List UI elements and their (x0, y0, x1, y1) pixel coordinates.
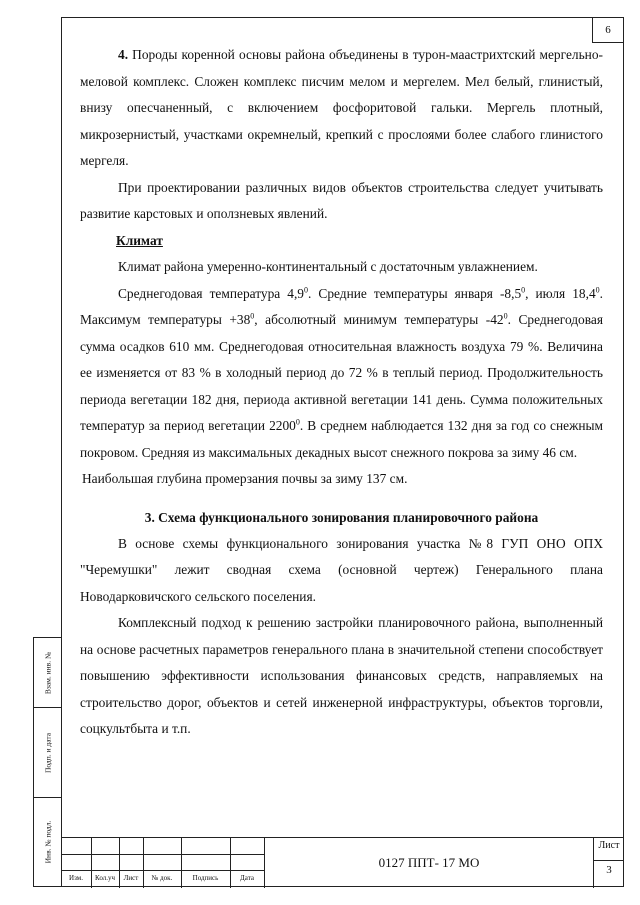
paragraph-approach: Комплексный подход к решению застройки планировочного района, выполненный на основе расчетных параметров генерального плана в значительной степени способствует повышению эффективности использования финансовых средств, направляемых на строительство дорог, объектов и сетей инженерной инфраструктуры, объектов торговли, соцкультбыта и т.п. (80, 615, 603, 736)
paragraph-number: 4. (118, 47, 129, 62)
paragraph-frost: Наибольшая глубина промерзания почвы за зиму 137 см. (82, 471, 408, 486)
page-corner-number: 6 (592, 18, 623, 43)
title-block (61, 837, 624, 888)
paragraph-karst: При проектировании различных видов объектов строительства следует учитывать развитие карстовых и оползневых явлений. (80, 179, 603, 221)
document-body (80, 42, 603, 743)
side-stamp-strip (33, 637, 61, 887)
climate-heading: Климат (116, 232, 163, 248)
col-signature: Подпись (192, 874, 219, 882)
side-cell-replace: Взам. инв. № (34, 638, 61, 708)
paragraph-zoning: В основе схемы функционального зонирования участка №8 ГУП ОНО ОПХ "Черемушки" лежит сводная схема (основной чертеж) Генерального плана Новодарковичского сельского поселения. (80, 535, 603, 604)
side-cell-signature: Подп. и дата (34, 708, 61, 798)
sheet-number: 3 (606, 864, 612, 876)
col-doc: № док. (151, 874, 173, 882)
sheet-label: Лист (598, 840, 620, 851)
document-number: 0127 ППТ- 17 МО (378, 855, 480, 870)
paragraph-rocks (80, 42, 603, 175)
col-izm: Изм. (69, 874, 83, 882)
section-heading: 3. Схема функционального зонирования планировочного района (144, 509, 539, 525)
col-date: Дата (240, 874, 254, 882)
col-koluch: Кол.уч (95, 874, 115, 882)
paragraph-text: Породы коренной основы района объединены в турон-маастрихтский мергельно-меловой комплекс. Сложен комплекс писчим мелом и мергелем. Мел белый, глинистый, внизу опесчаненный, с включением фосфоритовой гальки. Мергель плотный, микрозернистый, участками окремнелый, крепкий с прослоями более слабого глинистого мергеля. (80, 47, 603, 168)
col-list: Лист (123, 874, 139, 882)
side-cell-inventory: Инв. № подл. (43, 820, 52, 864)
paragraph-temperature: Среднегодовая температура $4,9^0$. Средние температуры января $-8,5^0$, июля 18,4$^0$. Максимум температуры $+38^0$, абсолютный минимум температуры $-42^0$. Среднегодовая сумма осадков 610 мм. Среднегодовая относительная влажность воздуха 79 %. Величина ее изменяется от 83 % в холодный период до 72 % в теплый период. Продолжительность периода вегетации 182 дня, периода активной вегетации 141 день. Сумма положительных температур за период вегетации 2200$^0$. В среднем наблюдается 132 дня за год со снежным покровом. Средняя из максимальных декадных высот снежного покрова за зиму 46 см. (80, 285, 604, 460)
paragraph-climate: Климат района умеренно-континентальный с достаточным увлажнением. (118, 259, 538, 274)
